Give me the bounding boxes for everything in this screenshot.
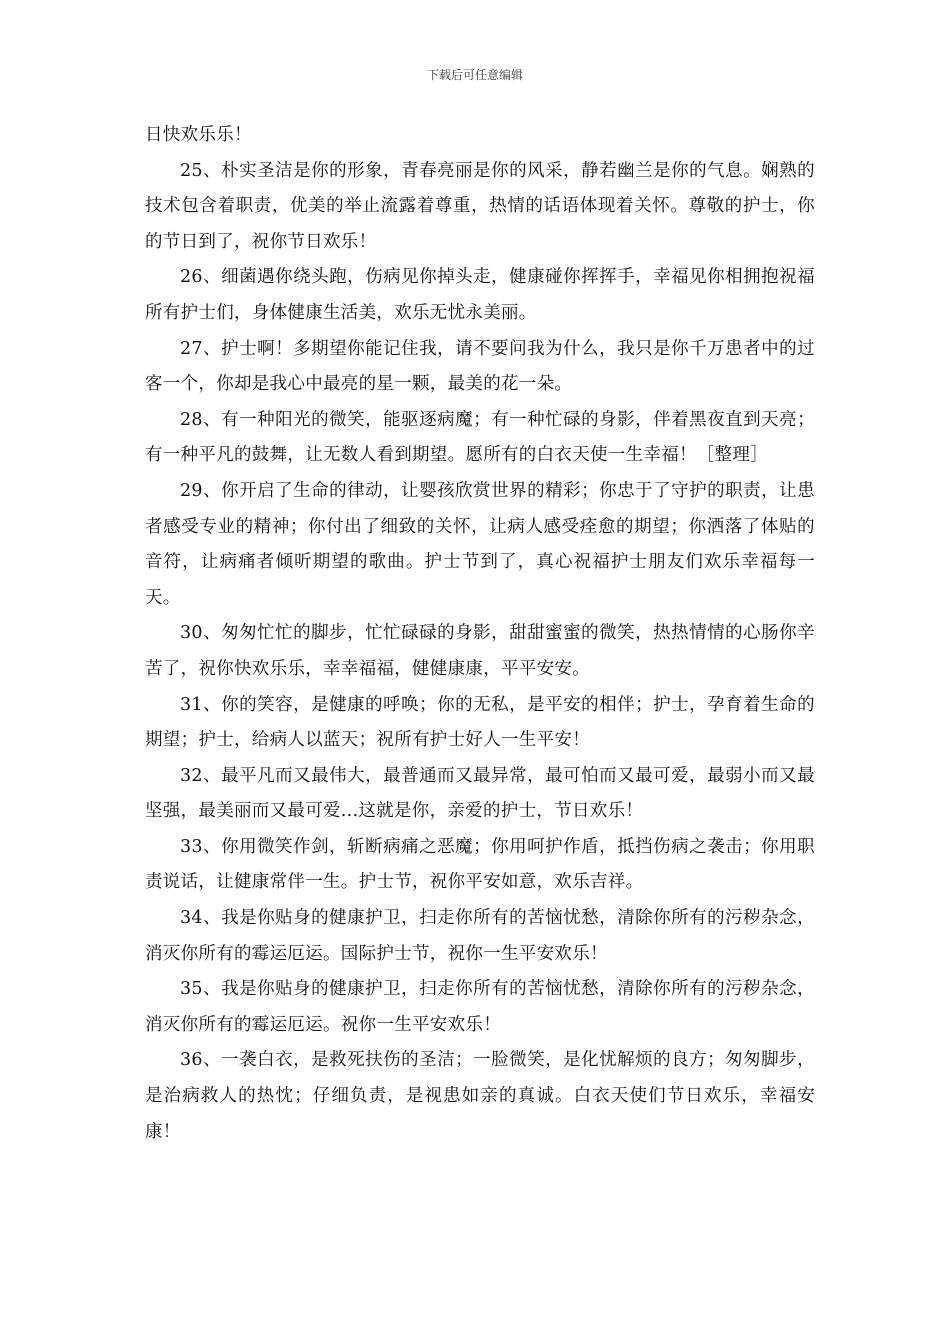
paragraph-28: 28、有一种阳光的微笑，能驱逐病魔；有一种忙碌的身影，伴着黑夜直到天亮；有一种平凡的鼓舞，让无数人看到期望。愿所有的白衣天使一生幸福！［整理］ [145, 409, 815, 466]
paragraph-26: 26、细菌遇你绕头跑，伤病见你掉头走，健康碰你挥挥手，幸福见你相拥抱祝福所有护士们，身体健康生活美，欢乐无忧永美丽。 [145, 267, 815, 323]
paragraph-29: 29、你开启了生命的律动，让婴孩欣赏世界的精彩；你忠于了守护的职责，让患者感受专业的精神；你付出了细致的关怀，让病人感受痊愈的期望；你洒落了体贴的音符，让病痛者倾听期望的歌曲。护士节到了，真心祝福护士朋友们欢乐幸福每一天。 [145, 480, 815, 608]
paragraph-36: 36、一袭白衣，是救死扶伤的圣洁；一脸微笑，是化忧解烦的良方；匆匆脚步，是治病救人的热忱；仔细负责，是视患如亲的真诚。白衣天使们节日欢乐，幸福安康！ [145, 1050, 815, 1142]
paragraph-33: 33、你用微笑作剑，斩断病痛之恶魔；你用呵护作盾，抵挡伤病之袭击；你用职责说话，让健康常伴一生。护士节，祝你平安如意，欢乐吉祥。 [145, 836, 815, 893]
paragraph-27: 27、护士啊！多期望你能记住我，请不要问我为什么，我只是你千万患者中的过客一个，你却是我心中最亮的星一颗，最美的花一朵。 [145, 338, 815, 395]
page-header: 下载后可任意编辑 [426, 68, 523, 82]
document-body [145, 118, 815, 1150]
paragraph-30: 30、匆匆忙忙的脚步，忙忙碌碌的身影，甜甜蜜蜜的微笑，热热情情的心肠你辛苦了，祝你快欢乐乐，幸幸福福，健健康康，平平安安。 [145, 623, 815, 679]
paragraph-continuation: 日快欢乐乐！ [145, 125, 252, 145]
paragraph-35: 35、我是你贴身的健康护卫，扫走你所有的苦恼忧愁，清除你所有的污秽杂念，消灭你所有的霉运厄运。祝你一生平安欢乐！ [145, 979, 815, 1035]
paragraph-32: 32、最平凡而又最伟大，最普通而又最异常，最可怕而又最可爱，最弱小而又最坚强，最美丽而又最可爱...这就是你，亲爱的护士，节日欢乐！ [145, 765, 815, 822]
paragraph-25: 25、朴实圣洁是你的形象，青春亮丽是你的风采，静若幽兰是你的气息。娴熟的技术包含着职责，优美的举止流露着尊重，热情的话语体现着关怀。尊敬的护士，你的节日到了，祝你节日欢乐！ [145, 160, 815, 252]
paragraph-31: 31、你的笑容，是健康的呼唤；你的无私，是平安的相伴；护士，孕育着生命的期望；护士，给病人以蓝天；祝所有护士好人一生平安！ [145, 694, 815, 751]
paragraph-34: 34、我是你贴身的健康护卫，扫走你所有的苦恼忧愁，清除你所有的污秽杂念，消灭你所有的霉运厄运。国际护士节，祝你一生平安欢乐！ [145, 908, 815, 964]
